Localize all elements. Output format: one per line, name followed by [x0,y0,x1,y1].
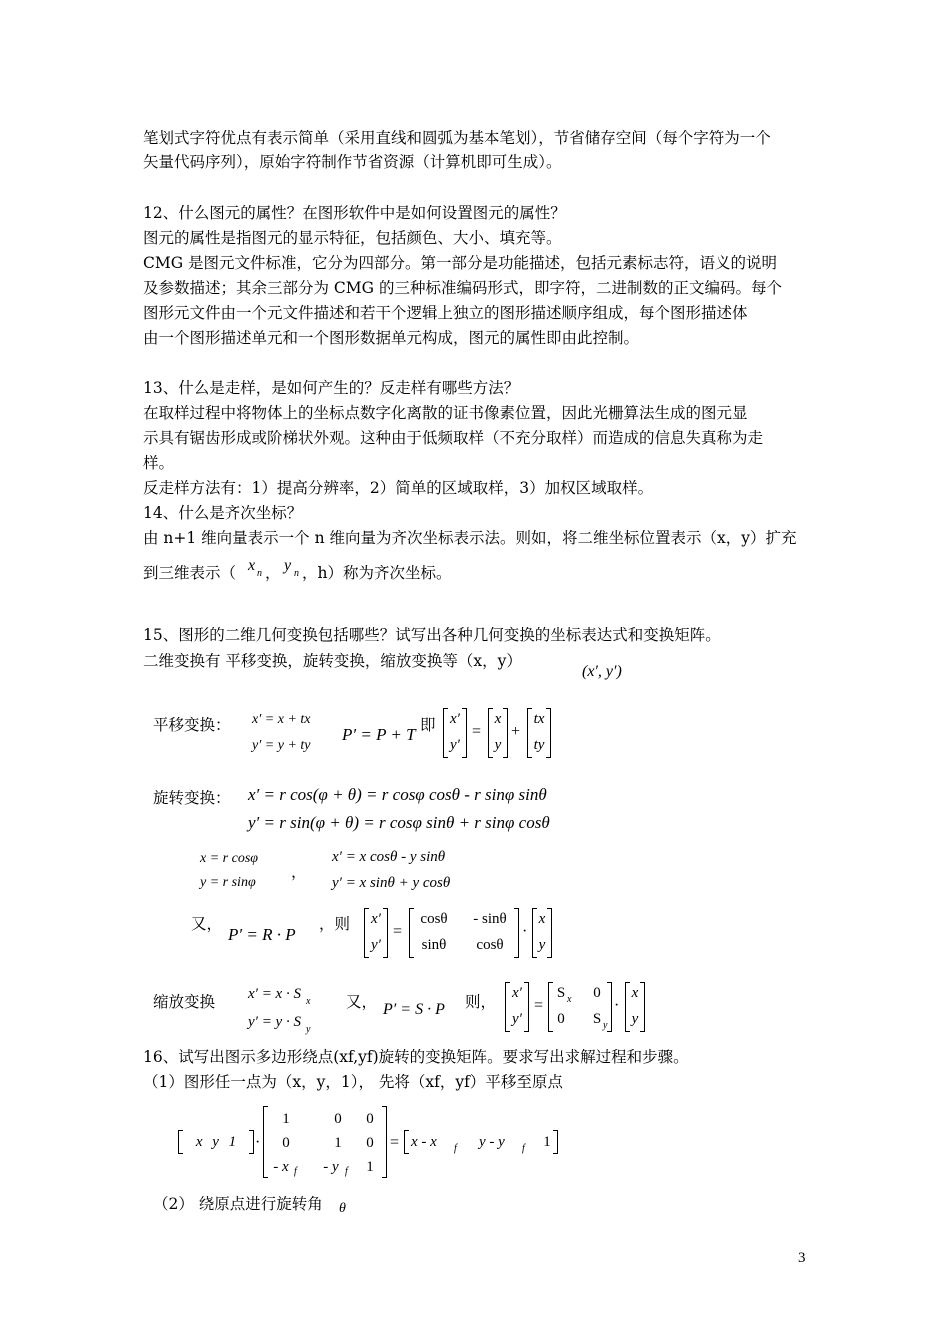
paragraph-line: 在取样过程中将物体上的坐标点数字化离散的证书像素位置，因此光栅算法生成的图元显 [143,404,748,422]
matrix-cell: x′ [450,711,460,727]
math-equation: x′ = x · S [248,986,301,1002]
math-equation: x′ = r cos(φ + θ) = r cosφ cosθ - r sinφ sinθ [248,785,547,804]
matrix [404,1130,558,1154]
matrix-cell: 1 [543,1134,551,1150]
paragraph-line: 由 n+1 维向量表示一个 n 维向量为齐次坐标表示法。则如，将二维坐标位置表示（x，y）扩充 [143,529,797,547]
paragraph-line: 二维变换有 平移变换，旋转变换，缩放变换等（x，y） [143,652,522,670]
matrix [488,708,508,758]
matrix-cell: sinθ [421,937,447,953]
matrix-cell: x′ [512,985,522,1001]
question-15: 15、图形的二维几何变换包括哪些？试写出各种几何变换的坐标表达式和变换矩阵。 [143,626,721,644]
matrix-cell: y′ [512,1011,522,1027]
text-run: 则， [465,993,497,1011]
matrix [625,982,645,1032]
matrix-cell: cosθ [420,911,448,927]
matrix [527,708,551,758]
math-equation: P′ = R · P [228,925,296,944]
math-op: + [511,723,521,740]
matrix-cell: S [556,985,566,1001]
matrix-cell: x [631,985,639,1001]
matrix-cell: 1 [282,1111,290,1127]
matrix-cell: - x [273,1159,289,1175]
matrix [532,908,552,958]
matrix-cell: 0 [593,985,601,1001]
text-run: ，h）称为齐次坐标。 [302,564,452,582]
matrix-cell: y′ [371,937,381,953]
math-prime-point: (x′, y′) [582,663,622,680]
matrix-cell: y′ [450,737,460,753]
question-16: 16、试写出图示多边形绕点(xf,yf)旋转的变换矩阵。要求写出求解过程和步骤。 [143,1048,689,1066]
text-run: 又， [346,993,378,1011]
text-run: ， [265,564,281,582]
paragraph-line: 及参数描述；其余三部分为 CMG 的三种标准编码形式，即字符，二进制数的正文编码。每个 [143,279,782,297]
math-op: · [255,1134,261,1151]
math-sub: f [345,1166,348,1177]
math-theta: θ [339,1201,346,1216]
math-equation: y′ = r sin(φ + θ) = r cosφ sinθ + r sinφ cosθ [248,813,550,832]
math-equation: y′ = y + ty [252,738,311,753]
paragraph-line: 笔划式字符优点有表示简单（采用直线和圆弧为基本笔划），节省储存空间（每个字符为一个 [143,129,771,147]
paragraph-line: 反走样方法有：1）提高分辨率，2）简单的区域取样，3）加权区域取样。 [143,479,654,497]
question-13: 13、什么是走样，是如何产生的？反走样有哪些方法？ [143,379,520,397]
math-equation: P′ = S · P [383,1001,445,1018]
math-equation: x′ = x + tx [252,712,311,727]
matrix-cell: cosθ [476,937,504,953]
matrix [364,908,388,958]
question-12: 12、什么图元的属性？在图形软件中是如何设置图元的属性？ [143,204,566,222]
scale-label: 缩放变换 [153,993,216,1011]
paragraph-line: 由一个图形描述单元和一个图形数据单元构成，图元的属性即由此控制。 [143,329,640,347]
matrix-cell: y - y [479,1134,505,1150]
paragraph-line: CMG 是图元文件标准，它分为四部分。第一部分是功能描述，包括元素标志符，语义的说明 [143,254,778,272]
matrix-cell: 0 [282,1135,290,1151]
matrix-cell: S [592,1011,602,1027]
matrix-cell: x [538,911,546,927]
question-14: 14、什么是齐次坐标？ [143,504,303,522]
matrix-cell: y [538,937,546,953]
paragraph-line: 样。 [143,454,175,472]
text-run: ， [291,863,307,881]
math-op: · [522,923,528,940]
math-sub: y [603,1020,608,1031]
page-number: 3 [798,1250,806,1266]
math-equation: x′ = x cosθ - y sinθ [332,849,446,865]
math-sub: x [306,996,311,1007]
matrix-cell: - sinθ [473,911,507,927]
matrix-cell: 0 [334,1111,342,1127]
matrix-cell: ty [533,737,545,753]
math-sub: f [454,1143,457,1154]
matrix-cell: y [494,737,502,753]
matrix-cell: x - x [411,1134,437,1150]
matrix-cell: y [631,1011,639,1027]
math-op: = [534,997,544,1014]
matrix [178,1130,254,1154]
math-equation: y′ = y · S [248,1014,301,1030]
matrix-cell: x [494,711,502,727]
matrix [505,982,529,1032]
matrix [548,982,612,1032]
matrix-cell: tx [533,711,545,727]
paragraph-line: 图元的属性是指图元的显示特征，包括颜色、大小、填充等。 [143,229,562,247]
math-sub: n [257,568,262,579]
math-equation: y′ = x sinθ + y cosθ [332,875,451,891]
matrix-cell: 1 [334,1135,342,1151]
matrix [263,1106,387,1178]
matrix-cell: x y 1 [195,1134,237,1150]
math-sub: f [294,1166,297,1177]
matrix [443,708,467,758]
matrix-cell: 1 [366,1159,374,1175]
paragraph-line: （2） 绕原点进行旋转角 [153,1195,323,1213]
text-run: 到三维表示（ [143,564,237,582]
rotation-label: 旋转变换： [153,789,231,807]
math-equation: y = r sinφ [200,875,256,890]
text-run: ，则 [319,915,351,933]
text-run: 又， [191,915,223,933]
matrix-cell: 0 [557,1011,565,1027]
math-op: · [614,997,620,1014]
math-equation: x = r cosφ [200,851,259,866]
matrix-cell: 0 [366,1111,374,1127]
matrix-cell: x′ [371,911,381,927]
paragraph-line: 图形元文件由一个元文件描述和若干个逻辑上独立的图形描述顺序组成，每个图形描述体 [143,304,748,322]
math-op: = [390,1134,400,1151]
math-sub: x [567,994,572,1005]
math-sub: f [522,1143,525,1154]
math-op: = [393,923,403,940]
matrix-cell: 0 [366,1135,374,1151]
paragraph-line: （1）图形任一点为（x，y，1）， 先将（xf，yf）平移至原点 [143,1073,563,1091]
math-sub: y [306,1024,311,1035]
paragraph-line: 示具有锯齿形成或阶梯状外观。这种由于低频取样（不充分取样）而造成的信息失真称为走 [143,429,764,447]
matrix-cell: - y [323,1159,339,1175]
math-equation: P′ = P + T [342,725,416,744]
math-sub: n [294,568,299,579]
text-run: 即 [420,716,436,734]
paragraph-line: 矢量代码序列），原始字符制作节省资源（计算机即可生成）。 [143,153,562,171]
matrix [409,908,519,958]
math-yn: y [284,557,292,574]
math-op: = [472,723,482,740]
paragraph-line [143,563,236,583]
math-xn: x [248,557,256,574]
translation-label: 平移变换： [153,716,231,734]
